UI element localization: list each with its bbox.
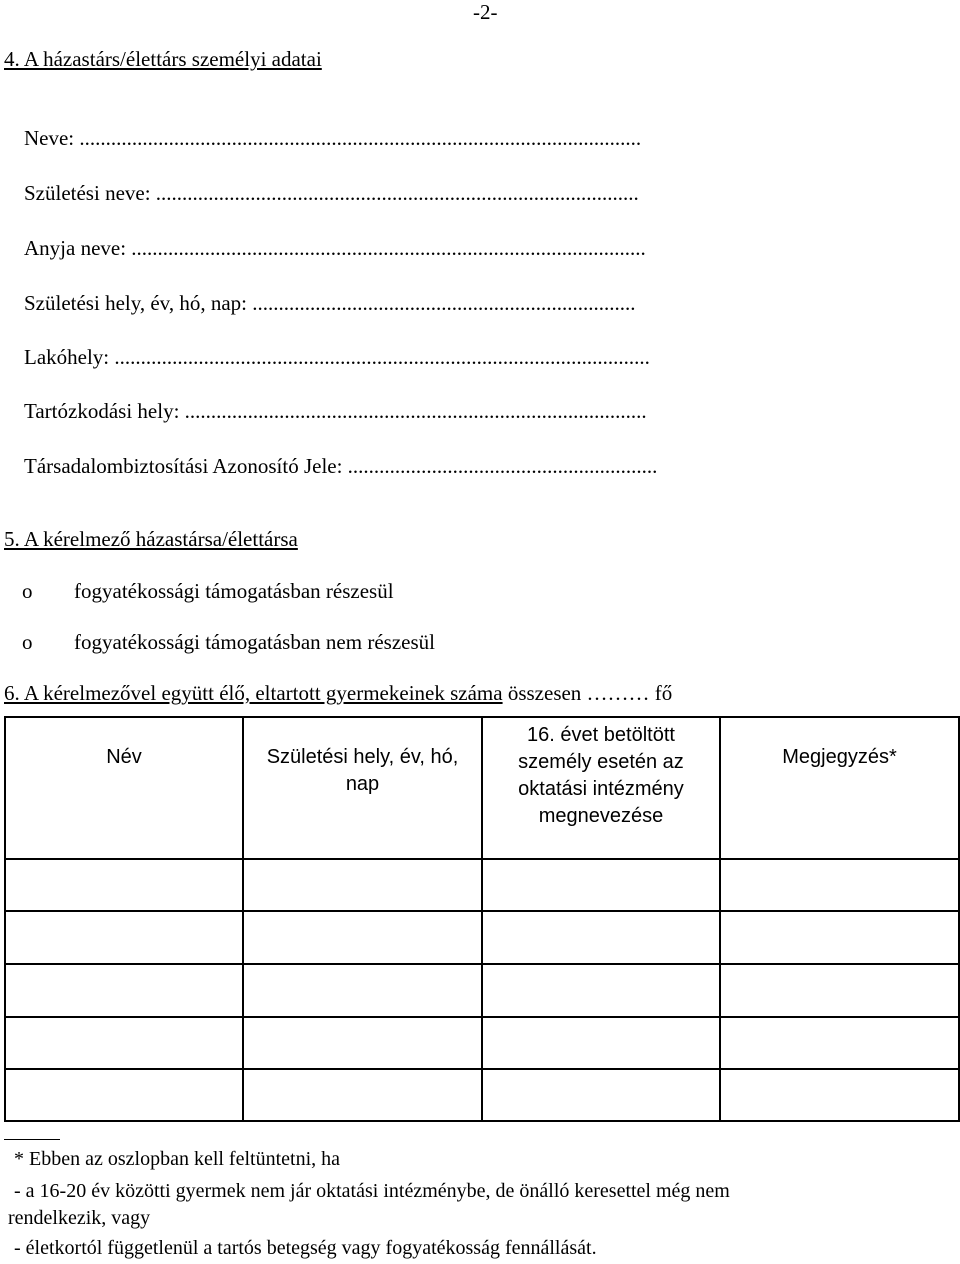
table-cell[interactable]	[243, 859, 482, 911]
footnote-separator	[4, 1139, 60, 1140]
option-receives-support[interactable]	[22, 579, 394, 604]
table-row	[5, 1017, 959, 1069]
field-residence: Lakóhely: ......................................................................................................	[24, 345, 650, 369]
table-cell[interactable]	[5, 1069, 243, 1121]
option-label: fogyatékossági támogatásban nem részesül	[74, 630, 435, 654]
table-cell[interactable]	[720, 1069, 959, 1121]
table-cell[interactable]	[5, 964, 243, 1017]
section-6-title	[4, 681, 672, 706]
section-5-title: 5. A kérelmező házastársa/élettársa	[4, 527, 298, 551]
section-6-title-count: összesen ……… fő	[502, 681, 673, 705]
table-cell[interactable]	[243, 964, 482, 1017]
table-cell[interactable]	[5, 859, 243, 911]
table-row	[5, 911, 959, 964]
footnote-line-3: rendelkezik, vagy	[8, 1207, 151, 1229]
section-6-title-main: 6. A kérelmezővel együtt élő, eltartott gyermekeinek száma	[4, 681, 503, 705]
table-header-row	[5, 717, 959, 859]
column-header-birth: Születési hely, év, hó, nap	[243, 717, 482, 859]
table-cell[interactable]	[482, 1017, 720, 1069]
option-label: fogyatékossági támogatásban részesül	[74, 579, 394, 603]
section-4-title: 4. A házastárs/élettárs személyi adatai	[4, 47, 322, 71]
option-not-receives-support[interactable]	[22, 630, 435, 655]
table-cell[interactable]	[5, 1017, 243, 1069]
table-row	[5, 1069, 959, 1121]
children-table	[4, 716, 960, 1122]
field-birth-place-date: Születési hely, év, hó, nap: .........................................................................	[24, 291, 636, 315]
field-stay-address: Tartózkodási hely: ........................................................................................	[24, 399, 647, 423]
table-cell[interactable]	[720, 859, 959, 911]
column-header-name: Név	[5, 717, 243, 859]
table-cell[interactable]	[720, 964, 959, 1017]
table-cell[interactable]	[482, 1069, 720, 1121]
footnote-line-1: * Ebben az oszlopban kell feltüntetni, ha	[14, 1148, 341, 1170]
table-cell[interactable]	[482, 964, 720, 1017]
column-header-school: 16. évet betöltött személy esetén az oktatási intézmény megnevezése	[482, 717, 720, 859]
option-bullet-icon: o	[22, 579, 33, 603]
field-name: Neve: ...........................................................................................................	[24, 126, 642, 150]
option-bullet-icon: o	[22, 630, 33, 654]
page-number: -2-	[473, 0, 498, 24]
table-cell[interactable]	[243, 1069, 482, 1121]
table-cell[interactable]	[482, 911, 720, 964]
field-mother-name: Anyja neve: ..................................................................................................	[24, 236, 646, 260]
table-cell[interactable]	[720, 911, 959, 964]
table-row	[5, 859, 959, 911]
table-cell[interactable]	[5, 911, 243, 964]
field-social-security-id: Társadalombiztosítási Azonosító Jele: ...........................................................	[24, 454, 658, 478]
table-cell[interactable]	[243, 911, 482, 964]
table-cell[interactable]	[243, 1017, 482, 1069]
table-row	[5, 964, 959, 1017]
field-birth-name: Születési neve: ............................................................................................	[24, 181, 639, 205]
table-cell[interactable]	[482, 859, 720, 911]
footnote-line-2: - a 16-20 év közötti gyermek nem jár oktatási intézménybe, de önálló keresettel még nem	[14, 1180, 730, 1202]
footnote-line-4: - életkortól függetlenül a tartós betegség vagy fogyatékosság fennállását.	[14, 1237, 597, 1259]
column-header-note: Megjegyzés*	[720, 717, 959, 859]
table-cell[interactable]	[720, 1017, 959, 1069]
